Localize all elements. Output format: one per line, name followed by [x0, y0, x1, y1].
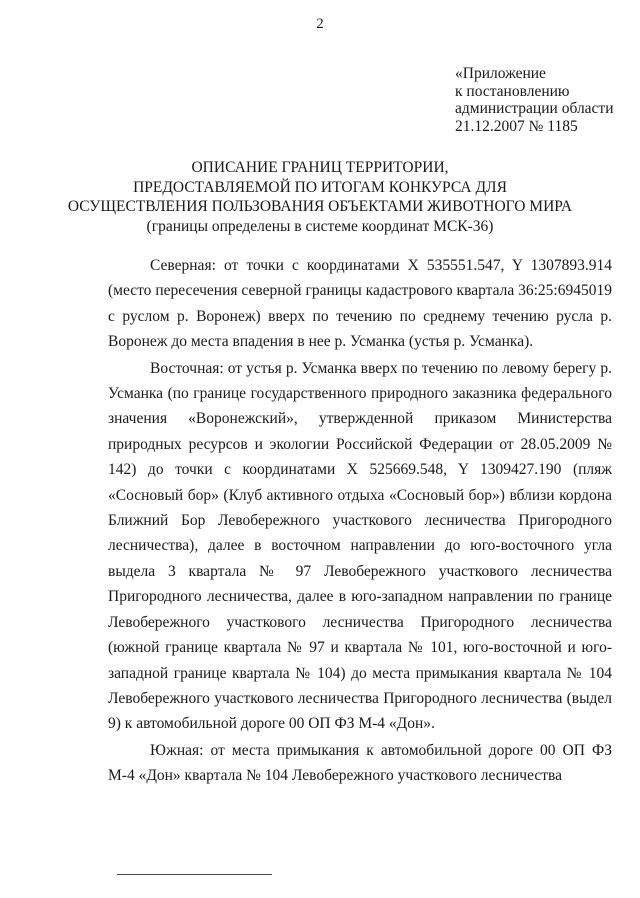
- paragraph-east: Восточная: от устья р. Усманка вверх по течению по левому берегу р. Усманка (по границе государственного природного заказника федерального значения «Воронежский», утвержденной приказом Министерства природных ресурсов и экологии Российской Федерации от 28.05.2009 № 142) до точки с координатами X 525669.548, Y 1309427.190 (пляж «Сосновый бор» (Клуб активного отдыха «Сосновый бор») вблизи кордона Ближний Бор Левобережного участкового лесничества Пригородного лесничества), далее в восточном направлении до юго-восточного угла выдела 3 квартала № 97 Левобережного участкового лесничества Пригородного лесничества, далее в юго-западном направлении по границе Левобережного участкового лесничества Пригородного лесничества (южной границе квартала № 97 и квартала № 101, юго-восточной и юго-западной границе квартала № 104) до места примыкания квартала № 104 Левобережного участкового лесничества Пригородного лесничества (выдел 9) к автомобильной дороге 00 ОП ФЗ М-4 «Дон».: [108, 359, 612, 733]
- title-line: ОСУЩЕСТВЛЕНИЯ ПОЛЬЗОВАНИЯ ОБЪЕКТАМИ ЖИВОТНОГО МИРА: [67, 198, 573, 215]
- footer-divider: [117, 874, 272, 875]
- appendix-line: администрации области: [455, 100, 614, 117]
- title-line: ПРЕДОСТАВЛЯЕМОЙ ПО ИТОГАМ КОНКУРСА ДЛЯ: [133, 178, 507, 196]
- appendix-line: 21.12.2007 № 1185: [455, 117, 578, 135]
- appendix-line: к постановлению: [455, 82, 570, 100]
- appendix-line: «Приложение: [455, 65, 546, 82]
- title-subline: (границы определены в системе координат МСК-36): [146, 217, 494, 235]
- appendix-header: [455, 65, 614, 135]
- document-body: [108, 253, 612, 789]
- page-number: 2: [316, 16, 324, 32]
- document-title: [0, 158, 640, 236]
- paragraph-south: Южная: от места примыкания к автомобильной дороге 00 ОП ФЗ М-4 «Дон» квартала № 104 Левобережного участкового лесничества: [108, 741, 612, 785]
- title-line: ОПИСАНИЕ ГРАНИЦ ТЕРРИТОРИИ,: [191, 159, 449, 176]
- paragraph-north: Северная: от точки с координатами X 535551.547, Y 1307893.914 (место пересечения северной границы кадастрового квартала 36:25:6945019 с руслом р. Воронеж) вверх по течению по среднему течению русла р. Воронеж до места впадения в нее р. Усманка (устья р. Усманка).: [108, 257, 612, 351]
